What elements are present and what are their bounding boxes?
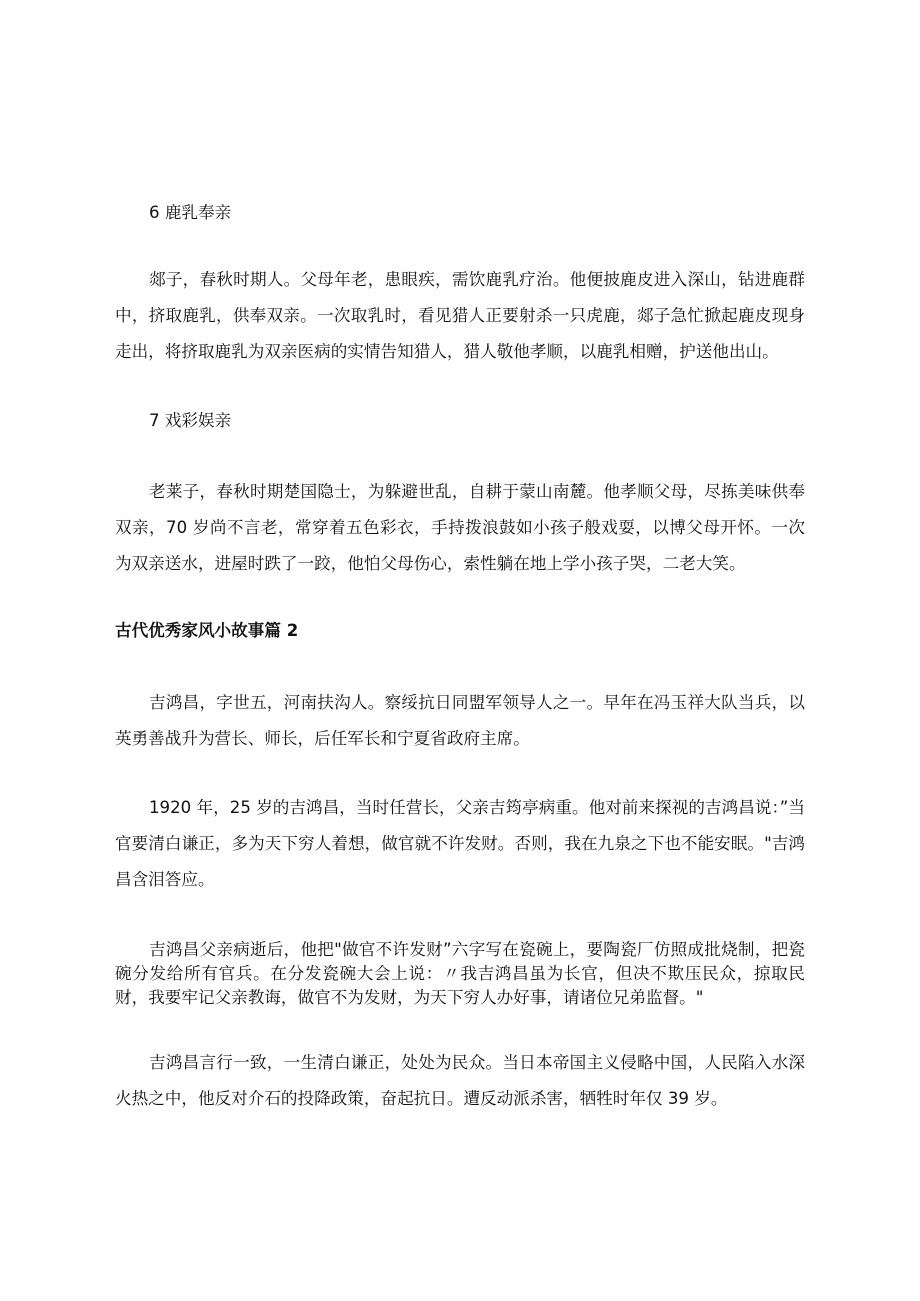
section-2-title: 古代优秀家风小故事篇 2 bbox=[115, 621, 299, 640]
section-2-paragraph-4: 吉鸿昌言行一致，一生清白谦正，处处为民众。当日本帝国主义侵略中国，人民陷入水深火热之中，他反对介石的投降政策，奋起抗日。遭反动派杀害，牺牲时年仅 39 岁。 bbox=[115, 1053, 805, 1108]
story-6-body: 郯子，春秋时期人。父母年老，患眼疾，需饮鹿乳疗治。他便披鹿皮进入深山，钻进鹿群中，挤取鹿乳，供奉双亲。一次取乳时，看见猎人正要射杀一只虎鹿，郯子急忙掀起鹿皮现身走出，将挤取鹿乳为双亲医病的实情告知猎人，猎人敬他孝顺，以鹿乳相赠，护送他出山。 bbox=[115, 270, 805, 361]
section-2-paragraph-2: 1920 年，25 岁的吉鸿昌，当时任营长，父亲吉筠亭病重。他对前来探视的吉鸿昌说：”当官要清白谦正，多为天下穷人着想，做官就不许发财。否则，我在九泉之下也不能安眠。"吉鸿昌含泪答应。 bbox=[115, 798, 805, 889]
story-6-heading: 6 鹿乳奉亲 bbox=[149, 203, 232, 222]
section-2-paragraph-1: 吉鸿昌，字世五，河南扶沟人。察绥抗日同盟军领导人之一。早年在冯玉祥大队当兵，以英勇善战升为营长、师长，后任军长和宁夏省政府主席。 bbox=[115, 693, 805, 748]
story-7-body: 老莱子，春秋时期楚国隐士，为躲避世乱，自耕于蒙山南麓。他孝顺父母，尽拣美味供奉双亲，70 岁尚不言老，常穿着五色彩衣，手持拨浪鼓如小孩子般戏耍，以博父母开怀。一次为双亲送水，进屋时跌了一跤，他怕父母伤心，索性躺在地上学小孩子哭，二老大笑。 bbox=[115, 482, 805, 573]
story-7-heading: 7 戏彩娱亲 bbox=[149, 411, 232, 430]
section-2-paragraph-3: 吉鸿昌父亲病逝后，他把"做官不许发财”六字写在瓷碗上，要陶瓷厂仿照成批烧制，把瓷碗分发给所有官兵。在分发瓷碗大会上说：〃我吉鸿昌虽为长官，但决不欺压民众，掠取民财，我要牢记父亲教诲，做官不为发财，为天下穷人办好事，请诸位兄弟监督。" bbox=[115, 940, 805, 1007]
